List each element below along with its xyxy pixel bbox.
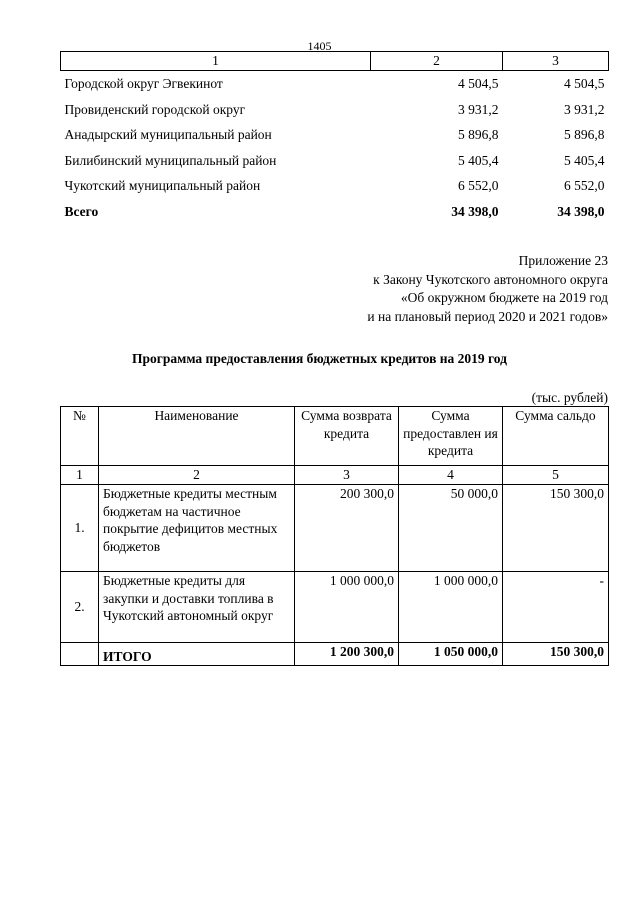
return-amount: 1 000 000,0: [295, 572, 399, 643]
district-name: Анадырский муниципальный район: [64, 127, 272, 142]
total-return-amount: 1 200 300,0: [295, 643, 399, 666]
credit-program-table: [60, 406, 609, 666]
column-index: 2: [99, 466, 295, 485]
amount-col3: 5 896,8: [564, 127, 605, 142]
column-header-3: 3: [503, 52, 609, 71]
units-label: (тыс. рублей): [531, 390, 608, 405]
row-number: 2.: [61, 572, 99, 643]
credit-name: Бюджетные кредиты местным бюджетам на частичное покрытие дефицитов местных бюджетов: [99, 485, 295, 572]
total-col2: 34 398,0: [451, 203, 499, 219]
provision-amount: 50 000,0: [399, 485, 503, 572]
table-row: [61, 71, 609, 97]
column-index-row: [61, 466, 609, 485]
appendix-line: к Закону Чукотского автономного округа: [373, 271, 608, 287]
table-row: [61, 173, 609, 199]
header-name: Наименование: [99, 407, 295, 466]
district-name: Провиденский городской округ: [64, 101, 246, 117]
column-index: 1: [61, 466, 99, 485]
total-provision-amount: 1 050 000,0: [399, 643, 503, 666]
header-return-amount: Сумма возврата кредита: [295, 407, 399, 466]
appendix-line: и на плановый период 2020 и 2021 годов»: [367, 308, 608, 324]
amount-col3: 3 931,2: [564, 101, 605, 117]
total-number-cell: [61, 643, 99, 666]
appendix-line: Приложение 23: [518, 253, 608, 268]
appendix-line: «Об окружном бюджете на 2019 год: [400, 290, 608, 305]
amount-col2: 6 552,0: [458, 178, 499, 193]
table-row: [61, 122, 609, 148]
credit-name: Бюджетные кредиты для закупки и доставки топлива в Чукотский автономный округ: [99, 572, 295, 643]
column-index: 5: [503, 466, 609, 485]
amount-col2: 5 896,8: [458, 127, 499, 142]
row-number: 1.: [61, 485, 99, 572]
table-row: [61, 97, 609, 123]
total-col3: 34 398,0: [557, 203, 605, 219]
return-amount: 200 300,0: [295, 485, 399, 572]
amount-col3: 6 552,0: [564, 178, 605, 193]
amount-col2: 5 405,4: [458, 152, 499, 168]
header-number: №: [61, 407, 99, 466]
total-row: [61, 199, 609, 225]
amount-col3: 4 504,5: [564, 76, 605, 91]
column-header-2: 2: [371, 52, 503, 71]
appendix-heading: [248, 252, 608, 326]
table-header-row: [61, 52, 609, 71]
page-number: 1405: [307, 39, 332, 53]
header-balance-amount: Сумма сальдо: [503, 407, 609, 466]
header-provision-amount: Сумма предоставлен ия кредита: [399, 407, 503, 466]
column-index: 4: [399, 466, 503, 485]
balance-amount: -: [503, 572, 609, 643]
table-row: [61, 148, 609, 174]
amount-col2: 3 931,2: [458, 101, 499, 117]
balance-amount: 150 300,0: [503, 485, 609, 572]
amount-col3: 5 405,4: [564, 152, 605, 168]
table-header-row: [61, 407, 609, 466]
amount-col2: 4 504,5: [458, 76, 499, 91]
total-row: [61, 643, 609, 666]
provision-amount: 1 000 000,0: [399, 572, 503, 643]
district-name: Чукотский муниципальный район: [64, 178, 261, 193]
document-title: Программа предоставления бюджетных кредитов на 2019 год: [131, 351, 507, 366]
district-name: Билибинский муниципальный район: [64, 152, 277, 168]
column-index: 3: [295, 466, 399, 485]
table-row: [61, 572, 609, 643]
total-label: Всего: [64, 203, 99, 219]
district-totals-table: [60, 51, 609, 224]
column-header-1: 1: [61, 52, 371, 71]
district-name: Городской округ Эгвекинот: [64, 76, 223, 91]
total-balance-amount: 150 300,0: [503, 643, 609, 666]
total-label: ИТОГО: [99, 643, 295, 666]
table-row: [61, 485, 609, 572]
